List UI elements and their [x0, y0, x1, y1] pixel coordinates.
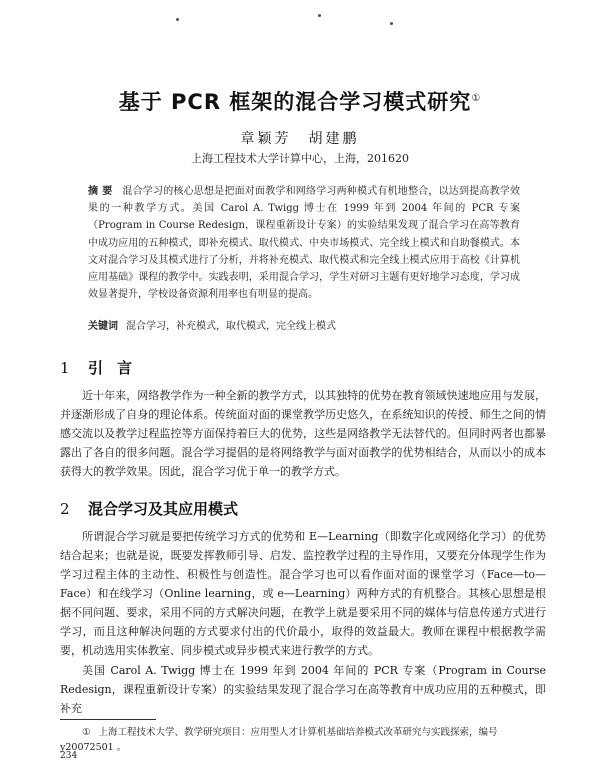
section-2-paragraph-2: 美国 Carol A. Twigg 博士在 1999 年到 2004 年间的 PCR 专案（Program in Course Redesign，课程重新设计专案）的实验结果发现了混合学习在高等教育中成功应用的五种模式，即补充	[60, 664, 546, 715]
footnote	[60, 725, 546, 755]
section-2-heading	[60, 498, 238, 519]
footnote-mark: ①	[82, 727, 91, 738]
abstract	[88, 183, 520, 303]
keywords-text: 混合学习，补充模式，取代模式，完全线上模式	[126, 321, 336, 332]
scan-speck	[318, 14, 321, 17]
abstract-label: 摘要	[88, 186, 117, 197]
title-footnote-mark: ①	[471, 93, 482, 104]
abstract-text: 混合学习的核心思想是把面对面教学和网络学习两种模式有机地整合，以达到提高教学效果的一种教学方式。美国 Carol A. Twigg 博士在 1999 年到 2004 年间的 PCR 专案（Program in Course Redesign，课程重新设计专案）的实验结果发现了混合学习在高等教育中成功应用的五种模式，即补充模式、取代模式、中央市场模式、完全线上模式和自助餐模式。本文对混合学习及其模式进行了分析，并将补充模式、取代模式和完全线上模式应用于高校《计算机应用基础》课程的教学中。实践表明，采用混合学习，学生对研习主题有更好地学习态度，学习成效显著提升，学校设备资源利用率也有明显的提高。	[88, 186, 521, 301]
section-1-number: 1	[60, 359, 70, 377]
section-1-heading	[60, 357, 146, 378]
scan-speck	[176, 18, 179, 21]
keywords	[88, 317, 520, 332]
footnote-rule	[60, 719, 156, 720]
section-2-number: 2	[60, 500, 70, 518]
section-1-paragraph-1: 近十年来，网络教学作为一种全新的教学方式，以其独特的优势在教育领域快速地应用与发展，并逐渐形成了自身的理论体系。传统面对面的课堂教学历史悠久，在系统知识的传授、师生之间的情感交流以及教学过程监控等方面保持着巨大的优势，这些是网络教学无法替代的。但同时两者也都暴露出了各自的很多问题。混合学习提倡的是将网络教学与面对面教学的优势相结合，从而以小的成本获得大的教学效果。因此，混合学习优于单一的教学方式。	[60, 389, 546, 478]
scan-speck	[390, 22, 393, 25]
affiliation: 上海工程技术大学计算中心，上海，201620	[191, 152, 409, 165]
section-2-paragraph-1: 所谓混合学习就是要把传统学习方式的优势和 E—Learning（即数字化或网络化学习）的优势结合起来；也就是说，既要发挥教师引导、启发、监控教学过程的主导作用，又要充分体现学生作为学习过程主体的主动性、积极性与创造性。混合学习也可以看作面对面的课堂学习（Face—to—Face）和在线学习（Online learning，或 e—Learning）两种方式的有机整合。其核心思想是根据不同问题、要求，采用不同的方式解决问题，在教学上就是要采用不同的媒体与信息传递方式进行学习，而且这种解决问题的方式要求付出的代价最小，取得的效益最大。教师在课程中根据教学需要，机动选用实体教室、同步模式或异步模式来进行教学的方式。	[60, 530, 546, 657]
authors: 章颖芳 胡建鹏	[240, 131, 360, 147]
section-1-title: 引言	[88, 359, 147, 377]
page-number: 234	[60, 751, 78, 761]
paper-title	[0, 86, 600, 116]
section-2-title: 混合学习及其应用模式	[88, 500, 239, 518]
keywords-label: 关键词	[88, 321, 118, 332]
paper-title-text: 基于 PCR 框架的混合学习模式研究	[118, 90, 472, 114]
footnote-text: 上海工程技术大学、教学研究项目：应用型人才计算机基础培养模式改革研究与实践探索，编号 y20072501 。	[60, 727, 498, 753]
